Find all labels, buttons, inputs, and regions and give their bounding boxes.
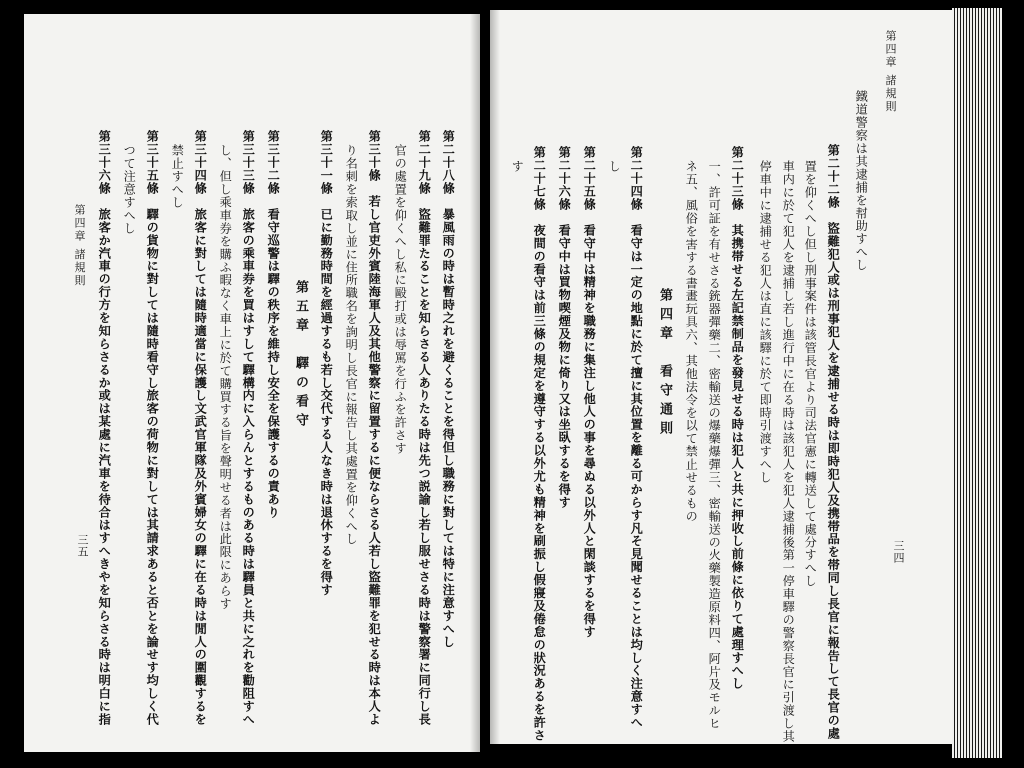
article-29: 第二十九條 盜難罪たることを知らさる人ありたる時は先つ説諭し若し服せさる時は警察署に同行し長: [417, 130, 432, 726]
text-column: す: [510, 160, 525, 173]
article-35: 第三十五條 驛の貨物に對しては隨時看守し旅客の荷物に對しては其請求あると否とを論せす均しく代: [145, 130, 160, 726]
page-header: 第四章 諸規則: [73, 204, 86, 288]
right-page: [490, 10, 952, 744]
text-column: つて注意すへし: [122, 144, 137, 235]
article-36: 第三十六條 旅客か汽車の行方を知らさるか或は某處に汽車を待合はすへきやを知らさる時は明白に指: [97, 130, 112, 726]
text-column: 停車中に逮捕せる犯人は直に該驛に於て即時引渡すへし: [758, 160, 773, 484]
page-number: 三四: [892, 540, 905, 564]
chapter-heading: 第四章 看守通則: [657, 288, 672, 440]
article-26: 第二十六條 看守中は買物喫煙及物に倚り又は坐臥するを得す: [557, 146, 572, 509]
left-page: [24, 14, 480, 752]
article-31: 第三十一條 已に勤務時間を經過するも若し交代する人なき時は退休するを得す: [319, 130, 334, 597]
text-column: し、但し乘車券を購ふ暇なく車上に於て購買する旨を聲明せる者は此限にあらす: [218, 144, 233, 611]
text-column: し: [607, 160, 622, 173]
text-column: 一、許可証を有せさる銃器彈藥二、密輸送の爆藥爆彈三、密輸送の火藥製造原料四、阿片及モルヒ: [707, 160, 722, 730]
article-25: 第二十五條 看守中は精神を職務に集注し他人の事を尋ぬる以外人と閑談するを得す: [582, 146, 597, 639]
gutter-shadow: [490, 10, 500, 744]
text-column: 置を仰くへし但し刑事案件は該管長官より司法官憲に轉送して處分すへし: [803, 160, 818, 588]
page-edge-stack: [952, 8, 1002, 758]
article-22: 第二十二條 盜難犯人或は刑事犯人を逮捕せる時は即時犯人及携帯品を帯同し長官に報告して長官の處: [826, 144, 841, 740]
article-24: 第二十四條 看守は一定の地點に於て擅に其位置を離る可からす凡そ見聞せることは均しく注意すへ: [629, 146, 644, 729]
article-23: 第二十三條 其携帯せる左記禁制品を發見せる時は犯人と共に押收し前條に依りて處理すへし: [730, 146, 745, 690]
article-32: 第三十二條 看守巡警は驛の秩序を維持し安全を保護するの責あり: [266, 130, 281, 519]
text-column: り名刺を索取し並に住所職名を詢明し長官に報告し其處置を仰くへし: [344, 144, 359, 546]
article-27: 第二十七條 夜間の看守は前三條の規定を遵守する以外尤も精神を刷振し假寢及倦怠の狀況あるを許さ: [532, 146, 547, 742]
article-33: 第三十三條 旅客の乘車券を買はすして驛構内に入らんとするものある時は驛員と共に之れを勸阻すへ: [241, 130, 256, 726]
gutter-shadow: [470, 14, 480, 752]
article-30: 第三十條 若し官吏外賓陸海軍人及其他警察に留置するに便ならさる人若し盜難罪を犯せる時は本人よ: [367, 130, 382, 726]
article-34: 第三十四條 旅客に對しては隨時適當に保護し文武官軍隊及外賓婦女の驛に在る時は閒人の圍觀するを: [193, 130, 208, 726]
chapter-heading: 第五章 驛の看守: [293, 280, 308, 432]
text-column: ネ五、風俗を害する書畫玩具六、其他法令を以て禁止せるもの: [684, 160, 699, 523]
page-header: 第四章 諸規則: [884, 30, 897, 114]
text-column: 禁止すへし: [170, 144, 185, 209]
text-column: 車内に於て犯人を逮捕し若し進行中に在る時は該犯人を犯人逮捕後第一停車驛の警察長官に引渡し其: [781, 160, 796, 743]
text-column: 官の處置を仰くへし私に毆打或は辱罵を行ふを許さす: [393, 144, 408, 455]
article-28: 第二十八條 暴風雨の時は暫時之れを避くることを得但し職務に對しては特に注意すへし: [441, 130, 456, 648]
page-number: 三五: [76, 534, 89, 558]
text-column: 鐵道警察は其逮捕を幇助すへし: [854, 90, 869, 272]
